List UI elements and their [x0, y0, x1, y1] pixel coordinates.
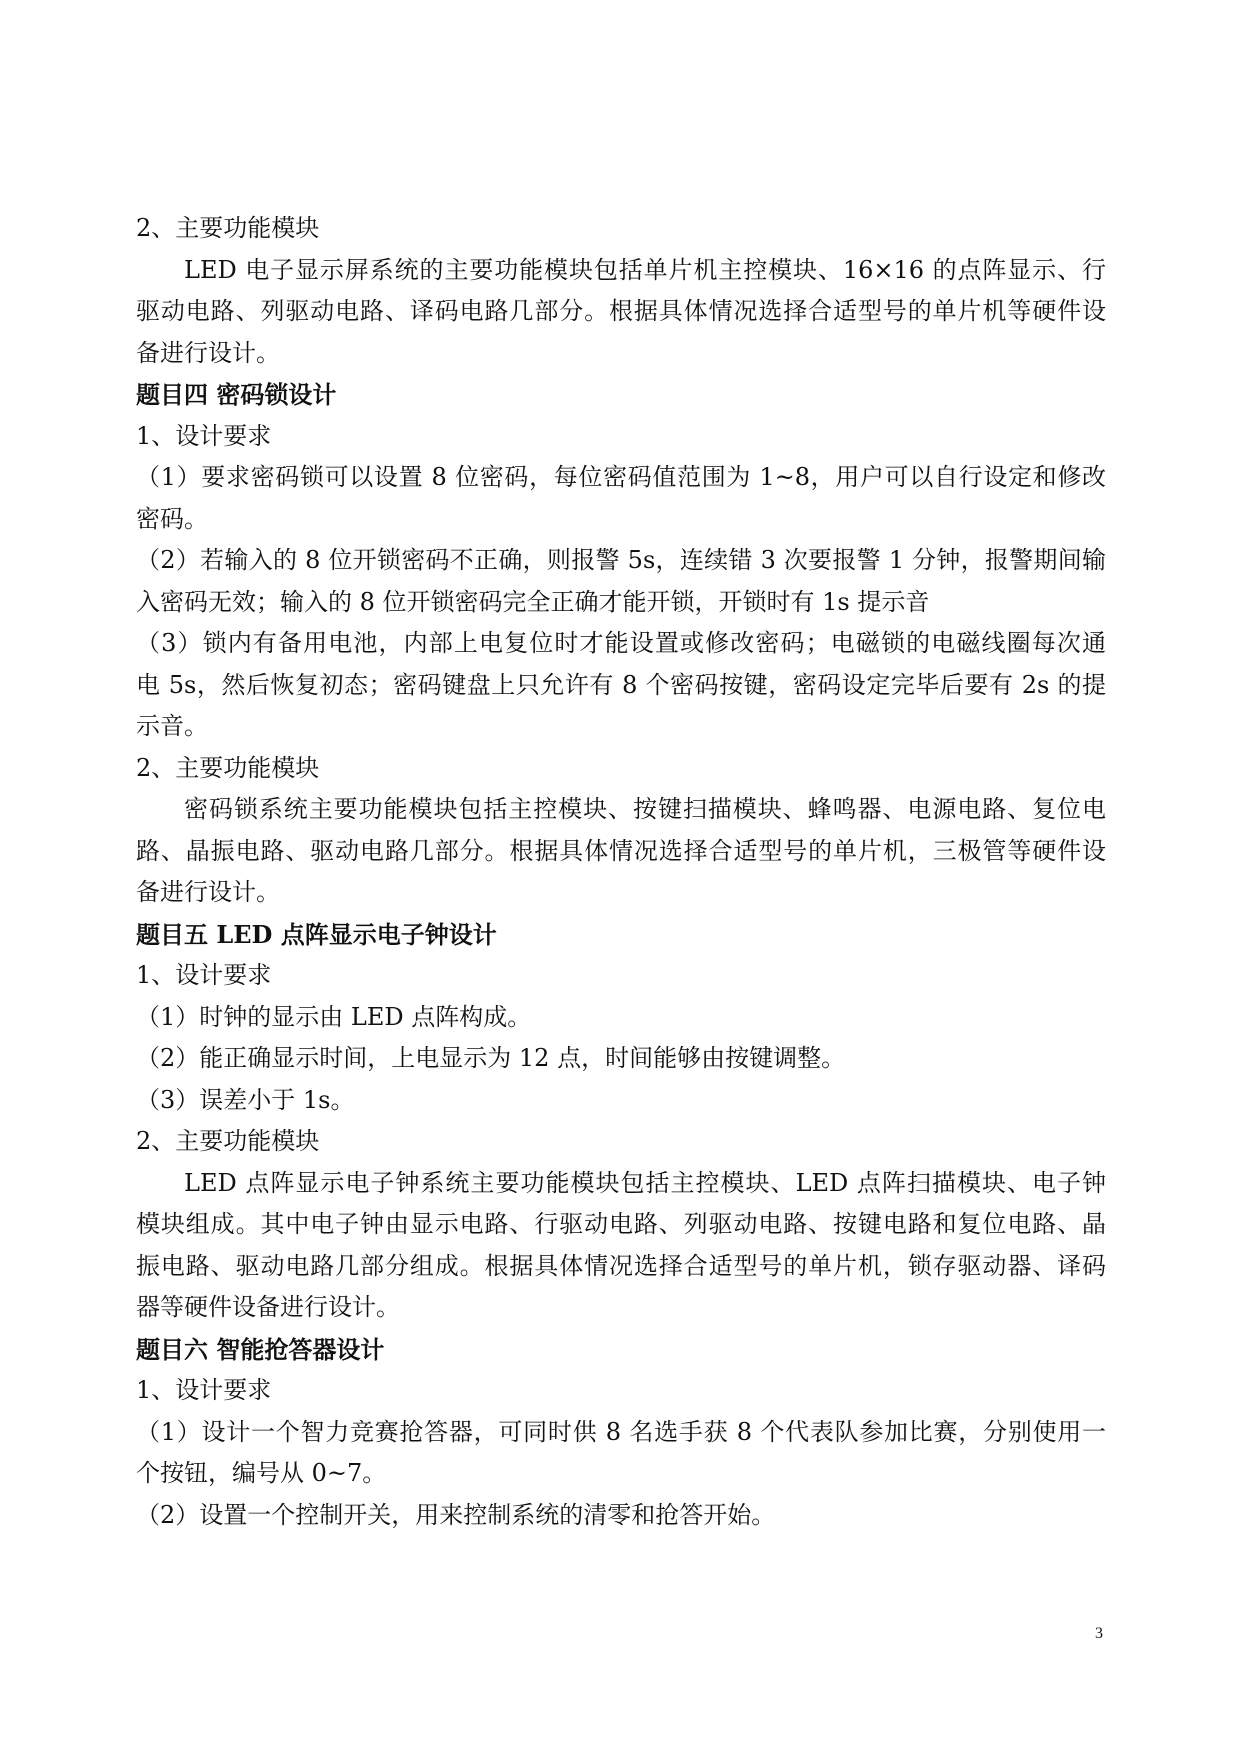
text-line: 1、设计要求 — [136, 421, 272, 450]
text-line: 路、晶振电路、驱动电路几部分。根据具体情况选择合适型号的单片机，三极管等硬件设 — [136, 836, 1106, 865]
text-line: LED 电子显示屏系统的主要功能模块包括单片机主控模块、16×16 的点阵显示、行 — [184, 255, 1106, 284]
text-line: 示音。 — [136, 712, 208, 740]
text-line: 1、设计要求 — [136, 961, 272, 989]
text-line: 驱动电路、列驱动电路、译码电路几部分。根据具体情况选择合适型号的单片机等硬件设 — [136, 297, 1106, 325]
text-line: 1、设计要求 — [136, 1376, 272, 1404]
text-line: （3）锁内有备用电池，内部上电复位时才能设置或修改密码；电磁锁的电磁线圈每次通 — [136, 629, 1106, 657]
text-line: 个按钮，编号从 0~7。 — [136, 1459, 387, 1487]
text-line: （2）设置一个控制开关，用来控制系统的清零和抢答开始。 — [136, 1500, 776, 1529]
text-line: （2）能正确显示时间，上电显示为 12 点，时间能够由按键调整。 — [136, 1044, 846, 1072]
text-line: （1）时钟的显示由 LED 点阵构成。 — [136, 1002, 532, 1031]
text-line: （2）若输入的 8 位开锁密码不正确，则报警 5s，连续错 3 次要报警 1 分钟，报警期间输 — [136, 546, 1106, 574]
text-line: 器等硬件设备进行设计。 — [136, 1293, 400, 1321]
section-heading: 题目五 LED 点阵显示电子钟设计 — [136, 919, 497, 949]
text-line: 2、主要功能模块 — [136, 1127, 320, 1155]
text-line: （1）设计一个智力竞赛抢答器，可同时供 8 名选手获 8 个代表队参加比赛，分别使用一 — [136, 1417, 1106, 1446]
text-line: （3）误差小于 1s。 — [136, 1085, 355, 1114]
section-heading: 题目四 密码锁设计 — [136, 380, 337, 409]
text-line: 备进行设计。 — [136, 338, 280, 367]
text-line: 电 5s，然后恢复初态；密码键盘上只允许有 8 个密码按键，密码设定完毕后要有 2s 的提 — [136, 670, 1106, 699]
text-line: 入密码无效；输入的 8 位开锁密码完全正确才能开锁，开锁时有 1s 提示音 — [136, 587, 930, 616]
page-number: 3 — [1095, 1625, 1103, 1642]
document-body — [136, 208, 1106, 1536]
text-line: 模块组成。其中电子钟由显示电路、行驱动电路、列驱动电路、按键电路和复位电路、晶 — [136, 1210, 1106, 1238]
text-line: 密码。 — [136, 504, 208, 533]
text-line: 2、主要功能模块 — [136, 214, 320, 242]
text-line: （1）要求密码锁可以设置 8 位密码，每位密码值范围为 1~8，用户可以自行设定和修改 — [136, 463, 1106, 491]
section-heading: 题目六 智能抢答器设计 — [136, 1334, 385, 1364]
text-line: LED 点阵显示电子钟系统主要功能模块包括主控模块、LED 点阵扫描模块、电子钟 — [184, 1168, 1106, 1197]
text-line: 密码锁系统主要功能模块包括主控模块、按键扫描模块、蜂鸣器、电源电路、复位电 — [184, 795, 1106, 823]
text-line: 备进行设计。 — [136, 878, 280, 906]
text-line: 振电路、驱动电路几部分组成。根据具体情况选择合适型号的单片机，锁存驱动器、译码 — [136, 1251, 1106, 1280]
text-line: 2、主要功能模块 — [136, 753, 320, 782]
